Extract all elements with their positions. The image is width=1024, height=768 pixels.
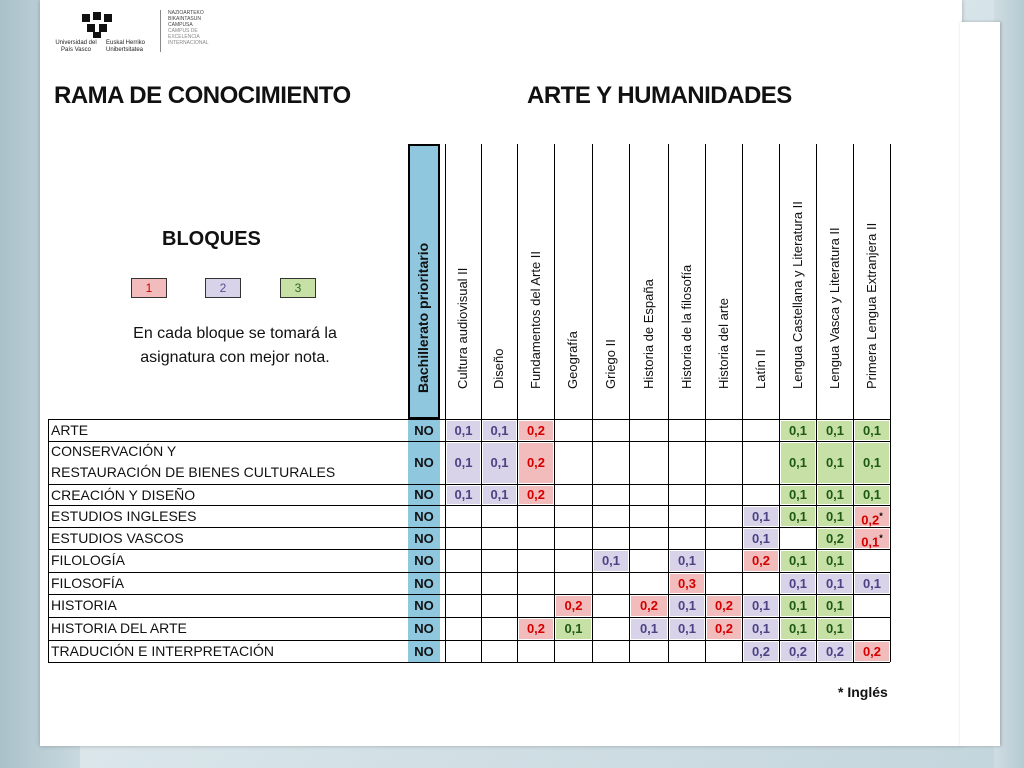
subject-header-label: Geografía <box>565 331 580 389</box>
grade-cell <box>670 619 704 639</box>
grade-cell <box>818 529 852 548</box>
grade-cell <box>556 596 591 616</box>
grade-cell <box>855 642 889 661</box>
campus-line: CAMPUS DE <box>168 28 198 34</box>
grade-cell <box>670 551 704 571</box>
column-divider <box>592 144 593 662</box>
university-logo <box>50 8 230 56</box>
campus-line: EXCELENCIA <box>168 34 200 40</box>
grade-value: 0,2 <box>526 455 546 470</box>
grade-value: 0,1 <box>751 509 771 524</box>
grade-cell <box>631 619 667 639</box>
grade-cell <box>670 596 704 616</box>
column-divider <box>853 144 854 662</box>
grade-value: 0,1 <box>454 423 473 438</box>
grade-value: 0,1 <box>825 487 845 502</box>
grade-cell <box>594 551 628 571</box>
priority-value: NO <box>408 595 440 617</box>
subject-header-label: Diseño <box>491 348 506 389</box>
grade-cell <box>781 596 815 616</box>
university-name-es: Universidad del País Vasco <box>55 40 97 53</box>
grade-cell <box>818 596 852 616</box>
priority-column-header <box>408 144 440 419</box>
row-label <box>51 422 88 438</box>
grade-value: 0,1 <box>454 455 473 470</box>
grade-cell <box>855 574 889 593</box>
grade-cell <box>519 486 553 504</box>
grade-value: 0,1 <box>788 553 808 568</box>
row-label-line: FILOSOFÍA <box>51 575 125 591</box>
grade-value: 0,2 <box>639 598 659 613</box>
grade-cell <box>483 486 516 504</box>
grade-value: 0,1 <box>490 487 509 502</box>
grade-cell <box>781 421 815 440</box>
subject-header <box>517 144 554 410</box>
row-label-line: TRADUCIÓN E INTERPRETACIÓN <box>51 643 274 659</box>
campus-line: INTERNACIONAL <box>168 40 209 46</box>
grade-value: 0,1 <box>751 621 771 636</box>
blocks-title: BLOQUES <box>162 228 261 250</box>
priority-value: NO <box>408 618 440 640</box>
grade-value: 0,1 <box>825 598 845 613</box>
grade-value: 0,1 <box>564 621 583 636</box>
grade-value: 0,1 <box>825 553 845 568</box>
logo-separator <box>160 10 161 52</box>
column-divider <box>779 144 780 662</box>
grade-value: 0,2 <box>861 512 880 528</box>
grade-value: 0,1 <box>862 487 882 502</box>
subject-header <box>742 144 779 410</box>
grade-value: 0,1 <box>677 598 697 613</box>
grade-value: 0,1 <box>825 576 845 591</box>
column-divider <box>705 144 706 662</box>
column-divider <box>890 144 891 662</box>
note-line: asignatura con mejor nota. <box>140 349 330 366</box>
grade-value: 0,1 <box>825 455 845 470</box>
grade-cell <box>556 619 591 639</box>
grade-cell <box>744 619 778 639</box>
subject-header-label: Primera Lengua Extranjera II <box>863 222 879 389</box>
row-label-line: FILOLOGÍA <box>51 552 125 568</box>
grade-cell <box>855 421 889 440</box>
row-divider <box>48 572 890 573</box>
grade-cell <box>781 486 815 504</box>
subject-header <box>445 144 481 410</box>
section-title-left: RAMA DE CONOCIMIENTO <box>54 82 351 109</box>
grade-value: 0,2 <box>564 598 583 613</box>
priority-value: NO <box>408 550 440 572</box>
column-divider <box>816 144 817 662</box>
grade-cell <box>744 596 778 616</box>
subject-header-label: Griego II <box>602 339 618 389</box>
subject-header-label: Historia del arte <box>715 297 731 389</box>
grade-value: 0,1 <box>788 455 808 470</box>
row-label-line: HISTORIA DEL ARTE <box>51 620 187 636</box>
row-divider <box>48 662 890 663</box>
block-1-swatch: 1 <box>131 278 167 298</box>
row-divider <box>48 640 890 641</box>
grade-value: 0,1 <box>788 598 808 613</box>
grade-cell <box>447 421 480 440</box>
subject-header-label: Fundamentos del Arte II <box>527 250 543 389</box>
priority-value: NO <box>408 506 440 527</box>
campus-line: NAZIOARTEKO <box>168 10 204 16</box>
subject-header <box>481 144 517 410</box>
column-divider <box>517 144 518 662</box>
grade-value: 0,1 <box>788 487 808 502</box>
row-label <box>51 530 184 546</box>
grade-value: 0,1 <box>788 621 808 636</box>
subject-header-label: Lengua Castellana y Literatura II <box>789 201 805 389</box>
row-label <box>51 597 117 613</box>
grade-cell <box>781 574 815 593</box>
grade-cell <box>519 421 553 440</box>
priority-value: NO <box>408 528 440 549</box>
grade-value: 0,2 <box>526 423 546 438</box>
grade-cell <box>483 443 516 483</box>
row-label-line: RESTAURACIÓN DE BIENES CULTURALES <box>51 464 336 480</box>
grade-value: 0,1 <box>490 455 509 470</box>
row-divider <box>48 484 890 485</box>
grade-value: 0,2 <box>526 487 546 502</box>
grade-cell <box>818 642 852 661</box>
grade-value: 0,1 <box>751 531 771 546</box>
note-line: En cada bloque se tomará la <box>133 325 337 342</box>
block-3-swatch: 3 <box>280 278 316 298</box>
campus-line: CAMPUSA <box>168 22 193 28</box>
grade-cell <box>519 619 553 639</box>
row-label-line: ESTUDIOS VASCOS <box>51 530 184 546</box>
grade-value: 0,2 <box>751 553 771 568</box>
row-label <box>51 441 335 483</box>
page-edge <box>960 22 1000 746</box>
row-label-line: CREACIÓN Y DISEÑO <box>51 487 196 503</box>
row-label <box>51 487 195 503</box>
grade-value: 0,2 <box>862 644 882 659</box>
row-label <box>51 620 187 636</box>
grade-value: 0,1 <box>490 423 509 438</box>
grade-cell <box>855 529 889 548</box>
subject-header <box>592 144 629 410</box>
priority-value: NO <box>408 420 440 441</box>
priority-header-label: Bachillerato prioritario <box>415 242 431 393</box>
priority-value: NO <box>408 442 440 484</box>
subject-header-label: Historia de la filosofía <box>678 264 694 389</box>
grade-value: 0,1 <box>862 455 882 470</box>
university-name-eu: Euskal Herriko Unibertsitatea <box>106 40 146 53</box>
grade-cell <box>781 642 815 661</box>
subject-header-label: Cultura audiovisual II <box>455 267 470 389</box>
grade-value: 0,3 <box>677 576 697 591</box>
grade-value: 0,1 <box>862 576 882 591</box>
asterisk-mark: * <box>879 511 883 521</box>
grade-cell <box>781 443 815 483</box>
grade-cell <box>744 642 778 661</box>
grades-table <box>48 144 890 662</box>
column-divider <box>445 144 446 662</box>
grade-cell <box>818 486 852 504</box>
grade-value: 0,1 <box>601 553 621 568</box>
block-2-swatch: 2 <box>205 278 241 298</box>
priority-value: NO <box>408 485 440 505</box>
grade-value: 0,1 <box>825 423 845 438</box>
row-label <box>51 552 125 568</box>
section-title-right: ARTE Y HUMANIDADES <box>527 82 792 109</box>
subject-header <box>629 144 668 410</box>
subject-header <box>816 144 853 410</box>
row-divider <box>48 505 890 506</box>
column-divider <box>48 419 49 662</box>
subject-header-label: Historia de España <box>640 279 656 389</box>
subject-header-label: Lengua Vasca y Literatura II <box>826 227 842 389</box>
row-divider <box>48 549 890 550</box>
row-divider <box>48 617 890 618</box>
grade-value: 0,1 <box>677 621 697 636</box>
row-divider <box>48 594 890 595</box>
asterisk-mark: * <box>879 533 883 543</box>
grade-cell <box>744 529 778 548</box>
grade-value: 0,2 <box>788 644 808 659</box>
grade-cell <box>855 507 889 526</box>
column-divider <box>742 144 743 662</box>
grade-value: 0,2 <box>825 531 845 546</box>
grade-cell <box>818 443 852 483</box>
grade-cell <box>818 421 852 440</box>
grade-cell <box>818 507 852 526</box>
grade-value: 0,2 <box>825 644 845 659</box>
priority-value: NO <box>408 573 440 594</box>
row-label-line: ESTUDIOS INGLESES <box>51 508 197 524</box>
row-label-line: ARTE <box>51 422 89 438</box>
row-label <box>51 508 196 524</box>
grade-value: 0,1 <box>862 423 882 438</box>
footnote: * Inglés <box>838 684 888 700</box>
grade-value: 0,1 <box>454 487 473 502</box>
grade-value: 0,1 <box>861 534 880 550</box>
grade-cell <box>519 443 553 483</box>
row-divider <box>48 527 890 528</box>
grade-value: 0,1 <box>788 423 808 438</box>
grade-value: 0,2 <box>714 598 734 613</box>
row-label <box>51 643 274 659</box>
grade-value: 0,1 <box>825 621 845 636</box>
priority-value: NO <box>408 641 440 662</box>
subject-header <box>853 144 890 410</box>
row-label-line: HISTORIA <box>51 597 117 613</box>
grade-cell <box>855 443 889 483</box>
row-label-line: CONSERVACIÓN Y <box>51 443 177 459</box>
row-divider <box>48 419 890 420</box>
grade-cell <box>447 443 480 483</box>
grade-value: 0,1 <box>639 621 659 636</box>
grade-value: 0,2 <box>526 621 546 636</box>
grade-cell <box>781 551 815 571</box>
subject-header-label: Latín II <box>752 349 768 389</box>
campus-label <box>168 10 238 46</box>
grade-value: 0,2 <box>714 621 734 636</box>
column-divider <box>668 144 669 662</box>
grade-value: 0,1 <box>788 509 808 524</box>
grade-cell <box>670 574 704 593</box>
grade-cell <box>707 596 741 616</box>
grade-cell <box>744 551 778 571</box>
grade-value: 0,1 <box>788 576 808 591</box>
grade-cell <box>781 619 815 639</box>
column-divider <box>629 144 630 662</box>
ehu-emblem-icon <box>80 12 114 38</box>
subject-header <box>554 144 592 410</box>
grade-cell <box>818 619 852 639</box>
row-label <box>51 575 124 591</box>
grade-cell <box>855 486 889 504</box>
grade-cell <box>781 507 815 526</box>
column-divider <box>554 144 555 662</box>
subject-header <box>668 144 705 410</box>
grade-cell <box>744 507 778 526</box>
grade-cell <box>631 596 667 616</box>
subject-header <box>779 144 816 410</box>
grade-cell <box>818 574 852 593</box>
grade-value: 0,2 <box>751 644 771 659</box>
column-divider <box>481 144 482 662</box>
grade-cell <box>447 486 480 504</box>
grade-value: 0,1 <box>825 509 845 524</box>
grade-value: 0,1 <box>677 553 697 568</box>
campus-line: BIKAINTASUN <box>168 16 201 22</box>
grade-value: 0,1 <box>751 598 771 613</box>
subject-header <box>705 144 742 410</box>
grade-cell <box>707 619 741 639</box>
grade-cell <box>483 421 516 440</box>
grade-cell <box>818 551 852 571</box>
